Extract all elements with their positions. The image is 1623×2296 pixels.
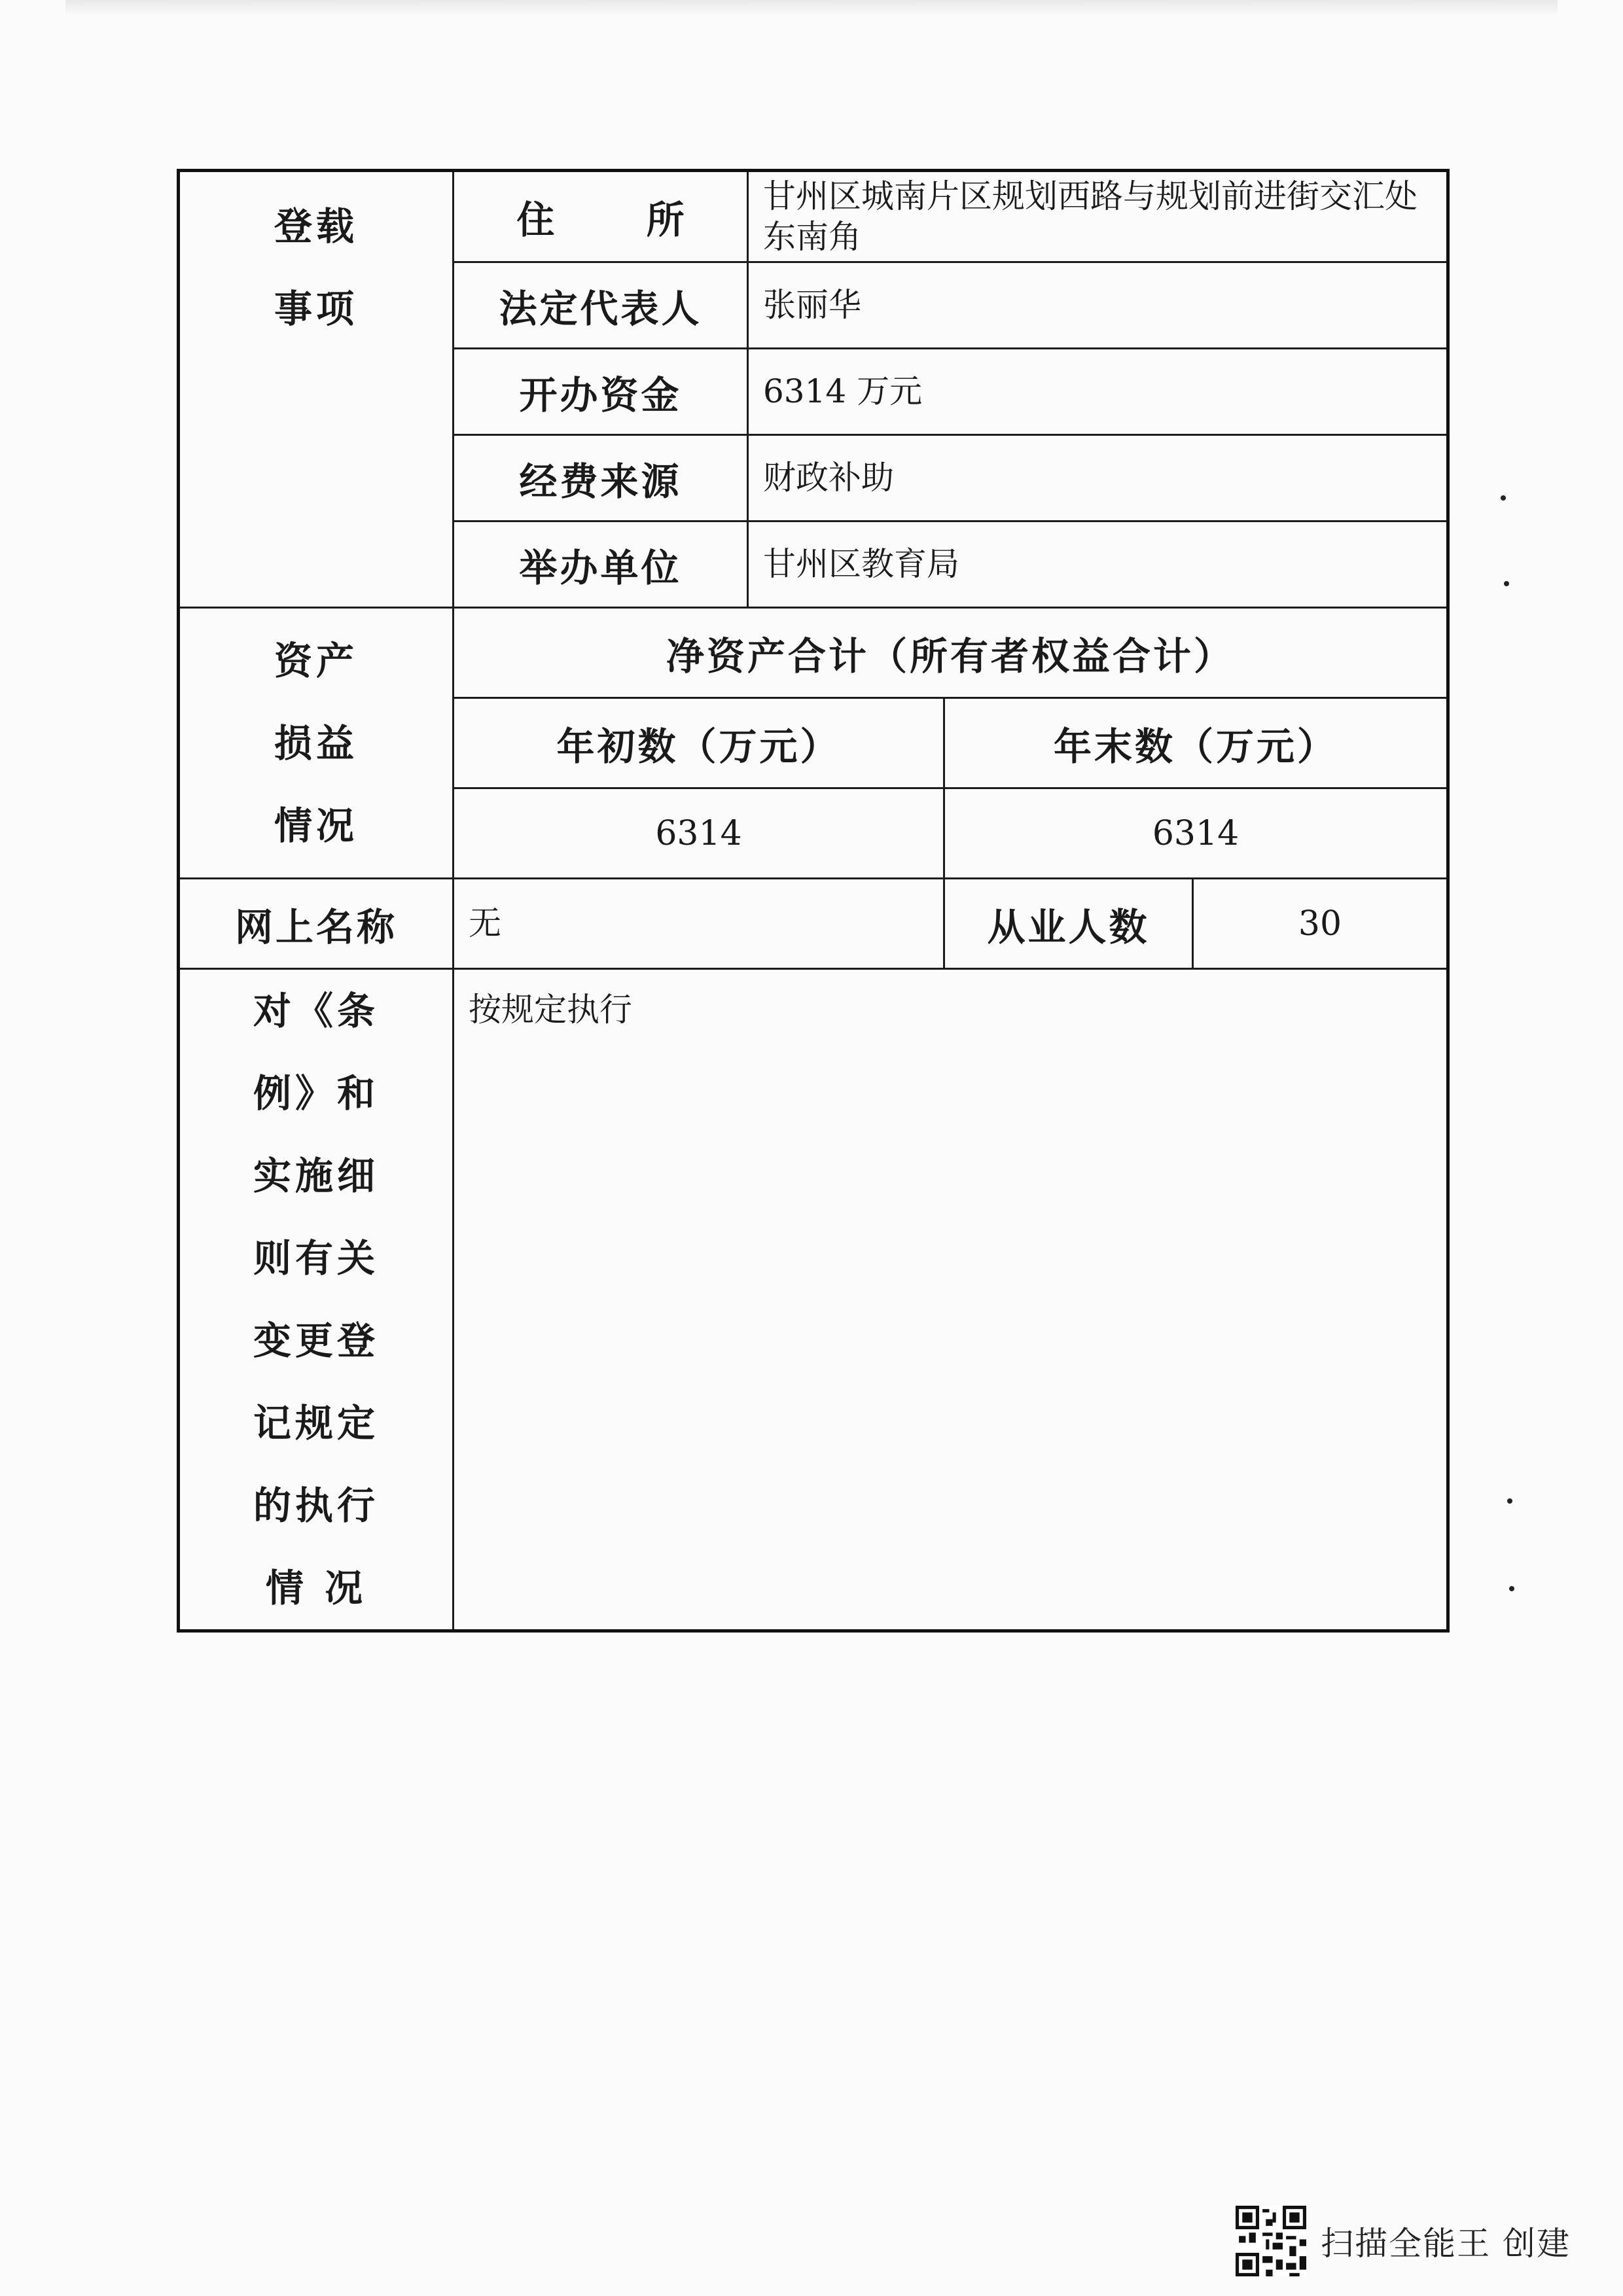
section-label-line: 资产 xyxy=(274,638,358,683)
execution-label-line: 记规定 xyxy=(253,1401,379,1445)
execution-label-line: 变更登 xyxy=(253,1318,379,1363)
scan-speck xyxy=(1509,1586,1514,1591)
funding-source-value: 财政补助 xyxy=(748,435,1448,521)
end-year-label: 年末数（万元） xyxy=(944,698,1448,788)
scan-speck xyxy=(1504,581,1509,586)
staff-count-label: 从业人数 xyxy=(944,879,1193,969)
address-value: 甘州区城南片区规划西路与规划前进街交汇处东南角 xyxy=(748,171,1448,262)
section-label-line: 情况 xyxy=(274,803,358,848)
legal-rep-value: 张丽华 xyxy=(748,262,1448,349)
begin-year-label: 年初数（万元） xyxy=(454,698,944,788)
online-name-row xyxy=(179,879,1448,969)
scanner-watermark xyxy=(1236,2206,1571,2276)
qr-code-icon xyxy=(1236,2206,1306,2276)
online-name-label: 网上名称 xyxy=(179,879,454,969)
execution-row xyxy=(179,969,1448,1631)
section-label-line: 登载 xyxy=(274,204,358,249)
scan-speck xyxy=(1507,1498,1512,1504)
net-assets-header: 净资产合计（所有者权益合计） xyxy=(454,608,1448,698)
section-label-line: 事项 xyxy=(274,287,358,331)
registration-section-label xyxy=(179,171,454,608)
sponsor-value: 甘州区教育局 xyxy=(748,521,1448,608)
execution-value: 按规定执行 xyxy=(454,969,1448,1631)
online-name-value: 无 xyxy=(454,879,944,969)
assets-header-row xyxy=(179,608,1448,698)
scan-edge-shadow xyxy=(65,0,1558,16)
sponsor-label: 举办单位 xyxy=(454,521,748,608)
registration-table xyxy=(177,169,1450,1633)
legal-rep-label: 法定代表人 xyxy=(454,262,748,349)
execution-label-line: 例》和 xyxy=(253,1071,379,1116)
section-label-line: 损益 xyxy=(274,720,358,766)
end-year-value: 6314 xyxy=(944,788,1448,879)
scanner-watermark-text: 扫描全能王 创建 xyxy=(1321,2225,1571,2263)
capital-value: 6314 万元 xyxy=(748,349,1448,435)
execution-label xyxy=(179,969,454,1631)
execution-label-line: 对《条 xyxy=(253,989,379,1033)
execution-label-line: 的执行 xyxy=(253,1483,379,1528)
assets-section-label xyxy=(179,608,454,879)
address-row xyxy=(179,171,1448,262)
begin-year-value: 6314 xyxy=(454,788,944,879)
execution-label-line: 则有关 xyxy=(253,1236,379,1280)
funding-source-label: 经费来源 xyxy=(454,435,748,521)
address-label: 住 所 xyxy=(454,171,748,262)
execution-label-line: 情 况 xyxy=(265,1566,367,1610)
execution-label-line: 实施细 xyxy=(253,1154,379,1198)
scan-speck xyxy=(1501,495,1506,501)
staff-count-value: 30 xyxy=(1193,879,1448,969)
capital-label: 开办资金 xyxy=(454,349,748,435)
